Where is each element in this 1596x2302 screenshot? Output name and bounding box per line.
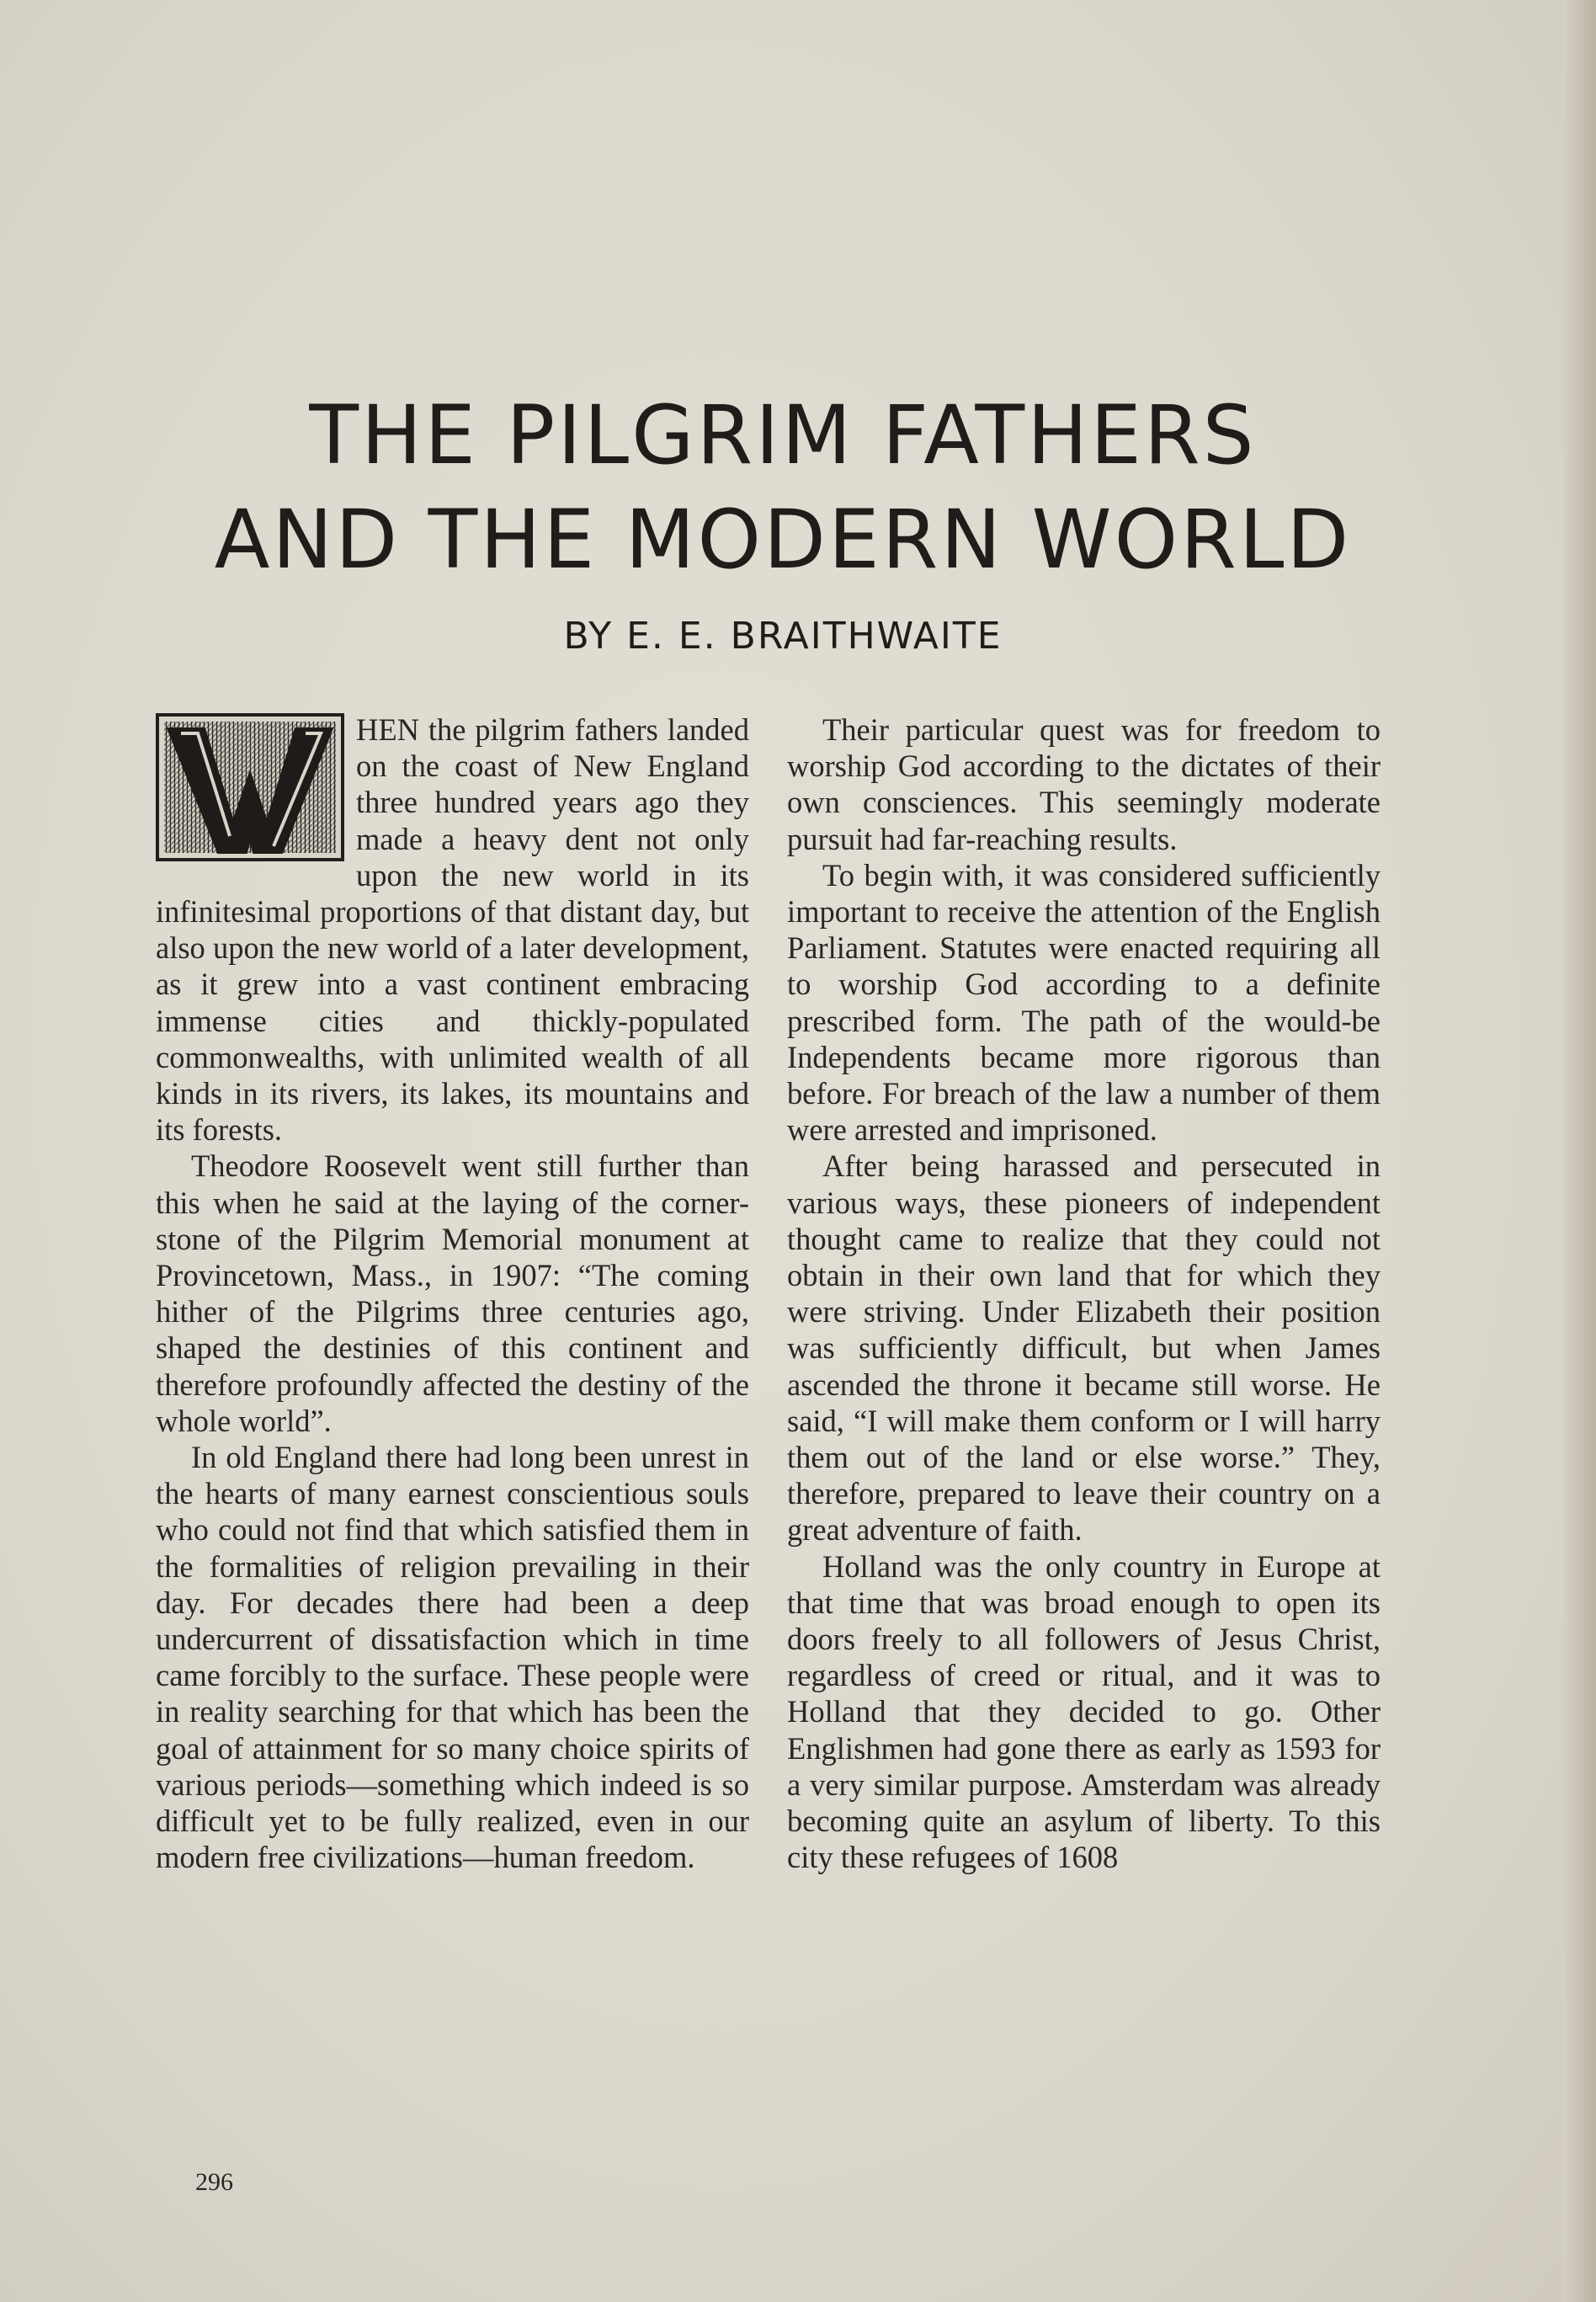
page-number: 296 xyxy=(195,2168,233,2196)
paragraph: Holland was the only country in Europe at that time that was broad enough to open its doors freely to all followers of Jesus Christ, regardless of creed or ritual, and it was to Holland that they decided to go. Other Englishmen had gone there as early as 1593 for a very similar purpose. Amsterdam was already becoming quite an asylum of liberty. To this city these refugees of 1608 xyxy=(787,1548,1381,1875)
paragraph: In old England there had long been unrest in the hearts of many earnest conscientious souls who could not find that which satisfied them in the formalities of religion prevailing in their day. For decades there had been a deep undercurrent of dissatisfaction which in time came forcibly to the surface. These people were in reality searching for that which has been the goal of attainment for so many choice spirits of various periods—something which indeed is so difficult yet to be fully realized, even in our modern free civilizations—human freedom. xyxy=(156,1440,749,1875)
paragraph: Their particular quest was for freedom to worship God according to the dictates of their own consciences. This seemingly moderate pursuit had far-reaching results. xyxy=(787,712,1381,856)
text-column-right xyxy=(787,711,1381,1876)
title-line-2: AND THE MODERN WORLD xyxy=(214,493,1352,587)
title-line-1: THE PILGRIM FATHERS xyxy=(309,388,1257,482)
paragraph: To begin with, it was considered sufficiently important to receive the attention of the English Parliament. Statutes were enacted requiring all to worship God according to a definite prescribed form. The path of the would-be Independents became more rigorous than before. For breach of the law a number of them were arrested and imprisoned. xyxy=(787,857,1381,1148)
text-column-left xyxy=(156,711,749,1876)
drop-cap-w-icon xyxy=(156,713,344,861)
paragraph: HEN the pilgrim fathers landed on the coast of New England three hundred years ago they made a heavy dent not only upon the new world in its infinitesimal proportions of that distant day, but also upon the new world of a later development, as it grew into a vast continent embracing immense cities and thickly-populated commonwealths, with unlimited wealth of all kinds in its rivers, its lakes, its mountains and its forests. xyxy=(156,712,749,1148)
article-byline: BY E. E. BRAITHWAITE xyxy=(563,615,1003,658)
article-title xyxy=(160,383,1406,592)
paragraph: Theodore Roosevelt went still further than this when he said at the laying of the corner-stone of the Pilgrim Memorial monument at Provincetown, Mass., in 1907: “The coming hither of the Pilgrims three centuries ago, shaped the destinies of this continent and therefore profoundly affected the destiny of the whole world”. xyxy=(156,1148,749,1438)
page-binding-edge xyxy=(1562,0,1596,2302)
paragraph: After being harassed and persecuted in various ways, these pioneers of independent thought came to realize that they could not obtain in their own land that for which they were striving. Under Elizabeth their position was sufficiently difficult, but when James ascended the throne it became still worse. He said, “I will make them conform or I will harry them out of the land or else worse.” They, therefore, prepared to leave their country on a great adventure of faith. xyxy=(787,1148,1381,1548)
